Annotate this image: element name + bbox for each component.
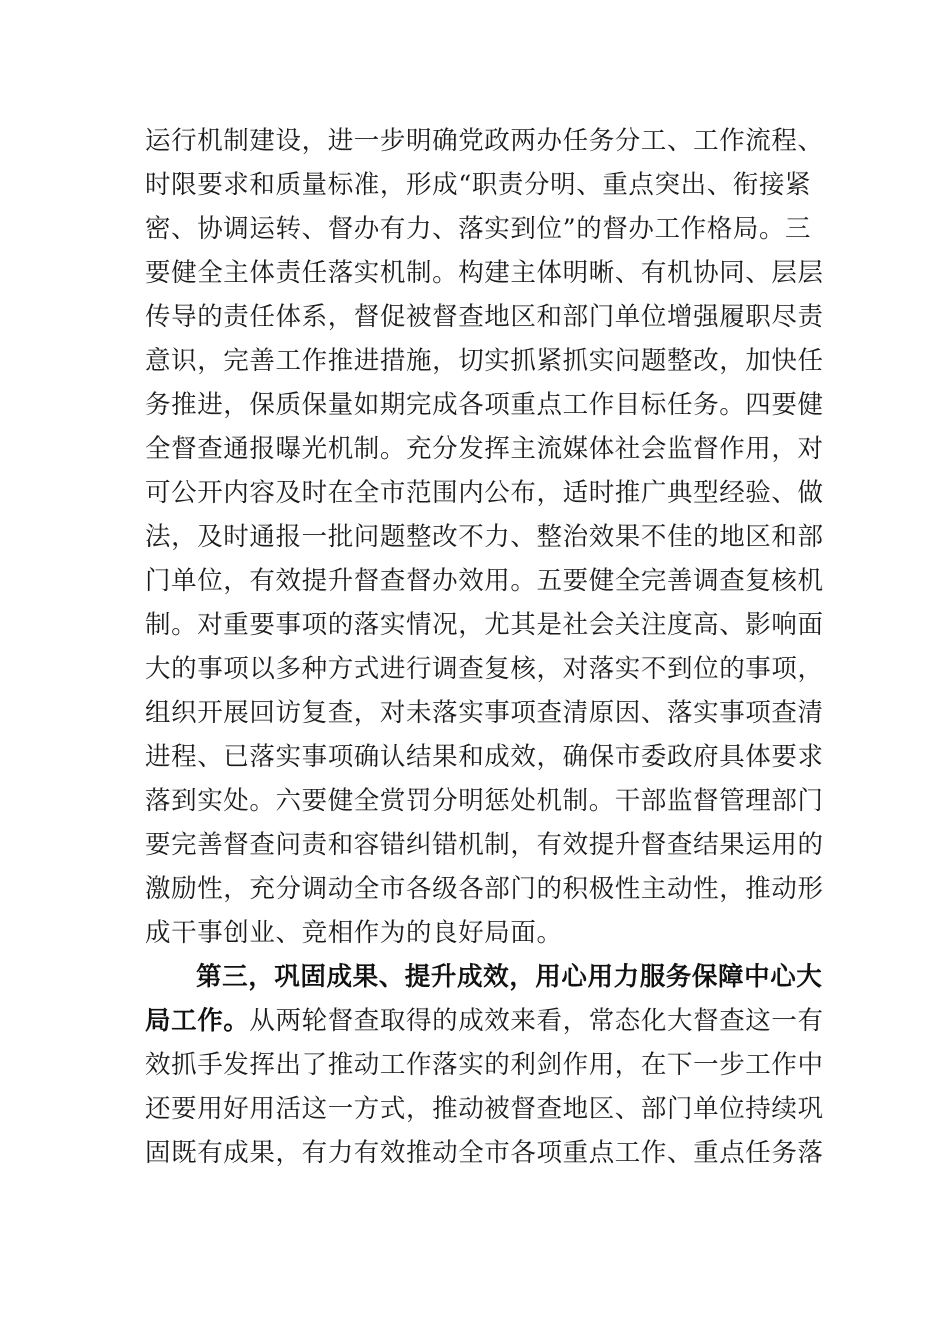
text-line: 传导的责任体系，督促被督查地区和部门单位增强履职尽责	[145, 302, 824, 332]
text-line: 意识，完善工作推进措施，切实抓紧抓实问题整改，加快任	[145, 346, 824, 376]
section-heading: 第三，巩固成果、提升成效，用心用力服务保障中心大	[196, 962, 823, 992]
text-line: 固既有成果，有力有效推动全市各项重点工作、重点任务落	[145, 1138, 824, 1168]
text-line: 要完善督查问责和容错纠错机制，有效提升督查结果运用的	[145, 830, 824, 860]
section-heading-end: 局工作。	[145, 1006, 250, 1036]
text-line: 全督查通报曝光机制。充分发挥主流媒体社会监督作用，对	[145, 434, 824, 464]
text-line: 法，及时通报一批问题整改不力、整治效果不佳的地区和部	[145, 522, 824, 552]
text-line: 成干事创业、竞相作为的良好局面。	[145, 918, 563, 948]
text-line: 组织开展回访复查，对未落实事项查清原因、落实事项查清	[145, 698, 824, 728]
paragraph-1	[145, 119, 824, 955]
text-line	[145, 999, 824, 1043]
text-line: 效抓手发挥出了推动工作落实的利剑作用，在下一步工作中	[145, 1050, 824, 1080]
text-line: 要健全主体责任落实机制。构建主体明晰、有机协同、层层	[145, 258, 824, 288]
text-line: 大的事项以多种方式进行调查复核，对落实不到位的事项，	[145, 654, 824, 684]
text-line: 还要用好用活这一方式，推动被督查地区、部门单位持续巩	[145, 1094, 824, 1124]
text-line: 激励性，充分调动全市各级各部门的积极性主动性，推动形	[145, 874, 824, 904]
text-line: 密、协调运转、督办有力、落实到位”的督办工作格局。三	[145, 214, 812, 244]
body-text	[145, 119, 824, 1175]
text-line-rest: 从两轮督查取得的成效来看，常态化大督查这一有	[249, 1006, 824, 1036]
text-line: 运行机制建设，进一步明确党政两办任务分工、工作流程、	[145, 126, 824, 156]
paragraph-2	[145, 955, 824, 1175]
text-line: 可公开内容及时在全市范围内公布，适时推广典型经验、做	[145, 478, 824, 508]
text-line: 务推进，保质保量如期完成各项重点工作目标任务。四要健	[145, 390, 824, 420]
text-line: 制。对重要事项的落实情况，尤其是社会关注度高、影响面	[145, 610, 824, 640]
text-line: 进程、已落实事项确认结果和成效，确保市委政府具体要求	[145, 742, 824, 772]
text-line: 时限要求和质量标准，形成“职责分明、重点突出、衔接紧	[145, 170, 812, 200]
text-line: 门单位，有效提升督查督办效用。五要健全完善调查复核机	[145, 566, 824, 596]
text-line: 落到实处。六要健全赏罚分明惩处机制。干部监督管理部门	[145, 786, 824, 816]
